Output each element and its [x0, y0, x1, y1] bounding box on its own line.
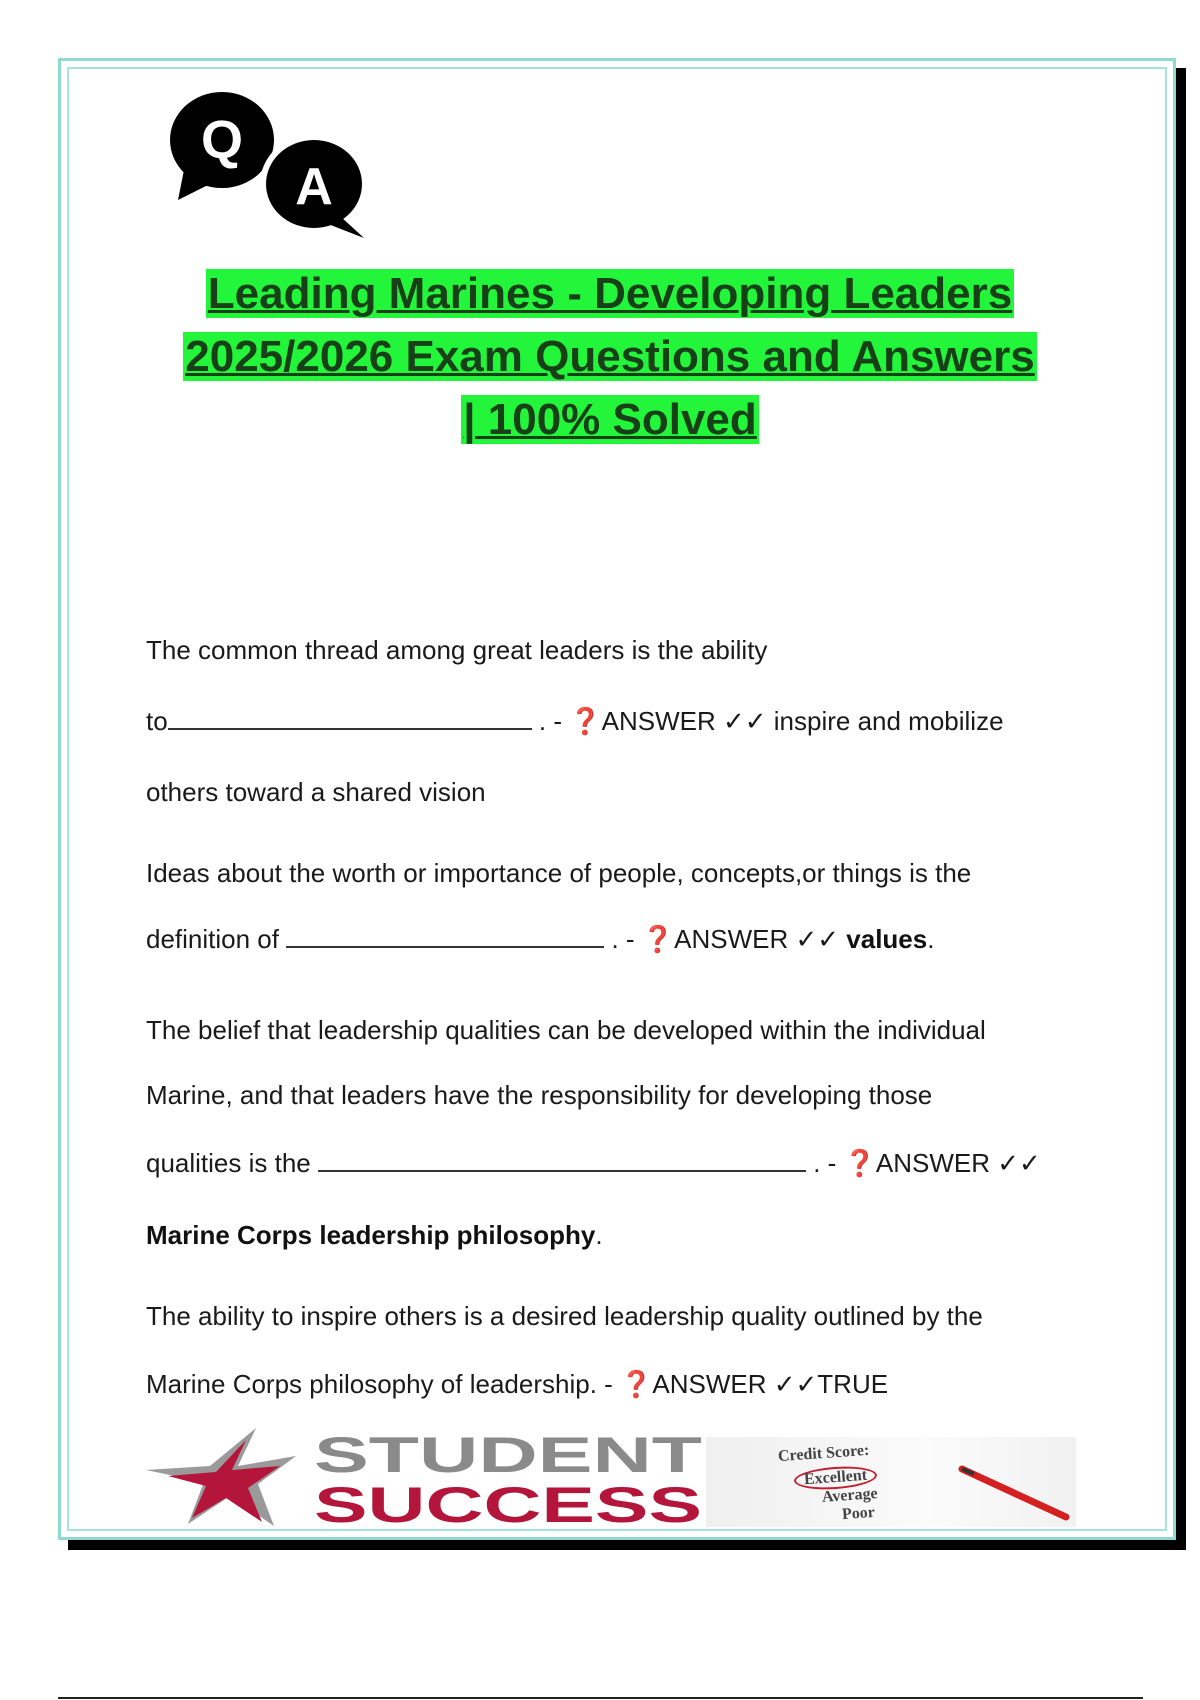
- question-1-answer: . - ❓ANSWER ✓✓ inspire and mobilize: [531, 706, 1004, 736]
- title-line-1: Leading Marines - Developing Leaders: [207, 269, 1013, 318]
- student-success-logo: [146, 1426, 706, 1528]
- question-2-answer-label: . - ❓ANSWER ✓✓: [604, 924, 847, 954]
- title-line-3: | 100% Solved: [463, 395, 757, 444]
- credit-excellent: Excellent: [793, 1464, 877, 1492]
- question-1-line-3: others toward a shared vision: [146, 777, 486, 807]
- answer-blank: [318, 1166, 806, 1172]
- question-2-answer-value: values: [846, 924, 928, 954]
- credit-score-image: [706, 1437, 1076, 1527]
- credit-average: Average: [821, 1485, 879, 1506]
- qa-logo: [168, 88, 388, 248]
- answer-blank: [168, 724, 532, 730]
- a-letter: A: [295, 158, 333, 216]
- document-title: [110, 262, 1110, 451]
- question-3-period: .: [595, 1220, 603, 1250]
- question-1-line-1: The common thread among great leaders is the ability: [146, 635, 768, 665]
- question-2-prefix: definition of: [146, 924, 287, 954]
- page-bottom-rule: [58, 1697, 1143, 1699]
- pencil-icon: [956, 1463, 1072, 1523]
- question-1-line-2: [146, 708, 1096, 734]
- question-3-line-1: The belief that leadership qualities can be developed within the individual: [146, 1015, 986, 1045]
- question-3-answer-value: Marine Corps leadership philosophy: [146, 1220, 596, 1250]
- question-3-answer-label: . - ❓ANSWER ✓✓: [805, 1148, 1041, 1178]
- credit-score-label: Credit Score:: [777, 1441, 870, 1466]
- question-3-line-3: [146, 1150, 1096, 1176]
- q-letter: Q: [200, 110, 244, 170]
- q-bubble-icon: [170, 92, 274, 200]
- question-4-line-2: Marine Corps philosophy of leadership. - ❓ANSWER ✓✓TRUE: [146, 1369, 889, 1399]
- question-1-to: to: [146, 706, 168, 736]
- question-3-line-4: [146, 1222, 1096, 1248]
- student-text: STUDENT: [314, 1427, 702, 1483]
- question-2-line-1: Ideas about the worth or importance of people, concepts,or things is the: [146, 858, 972, 888]
- success-text: SUCCESS: [314, 1477, 702, 1528]
- star-icon: [146, 1428, 296, 1526]
- question-3-prefix: qualities is the: [146, 1148, 318, 1178]
- credit-poor: Poor: [841, 1503, 876, 1524]
- title-line-2: 2025/2026 Exam Questions and Answers: [185, 332, 1035, 381]
- question-4-line-1: The ability to inspire others is a desired leadership quality outlined by the: [146, 1301, 983, 1331]
- a-bubble-icon: [260, 134, 368, 238]
- question-2-line-2: [146, 926, 1096, 952]
- answer-blank: [286, 942, 604, 948]
- question-3-line-2: Marine, and that leaders have the responsibility for developing those: [146, 1080, 933, 1110]
- question-2-period: .: [927, 924, 935, 954]
